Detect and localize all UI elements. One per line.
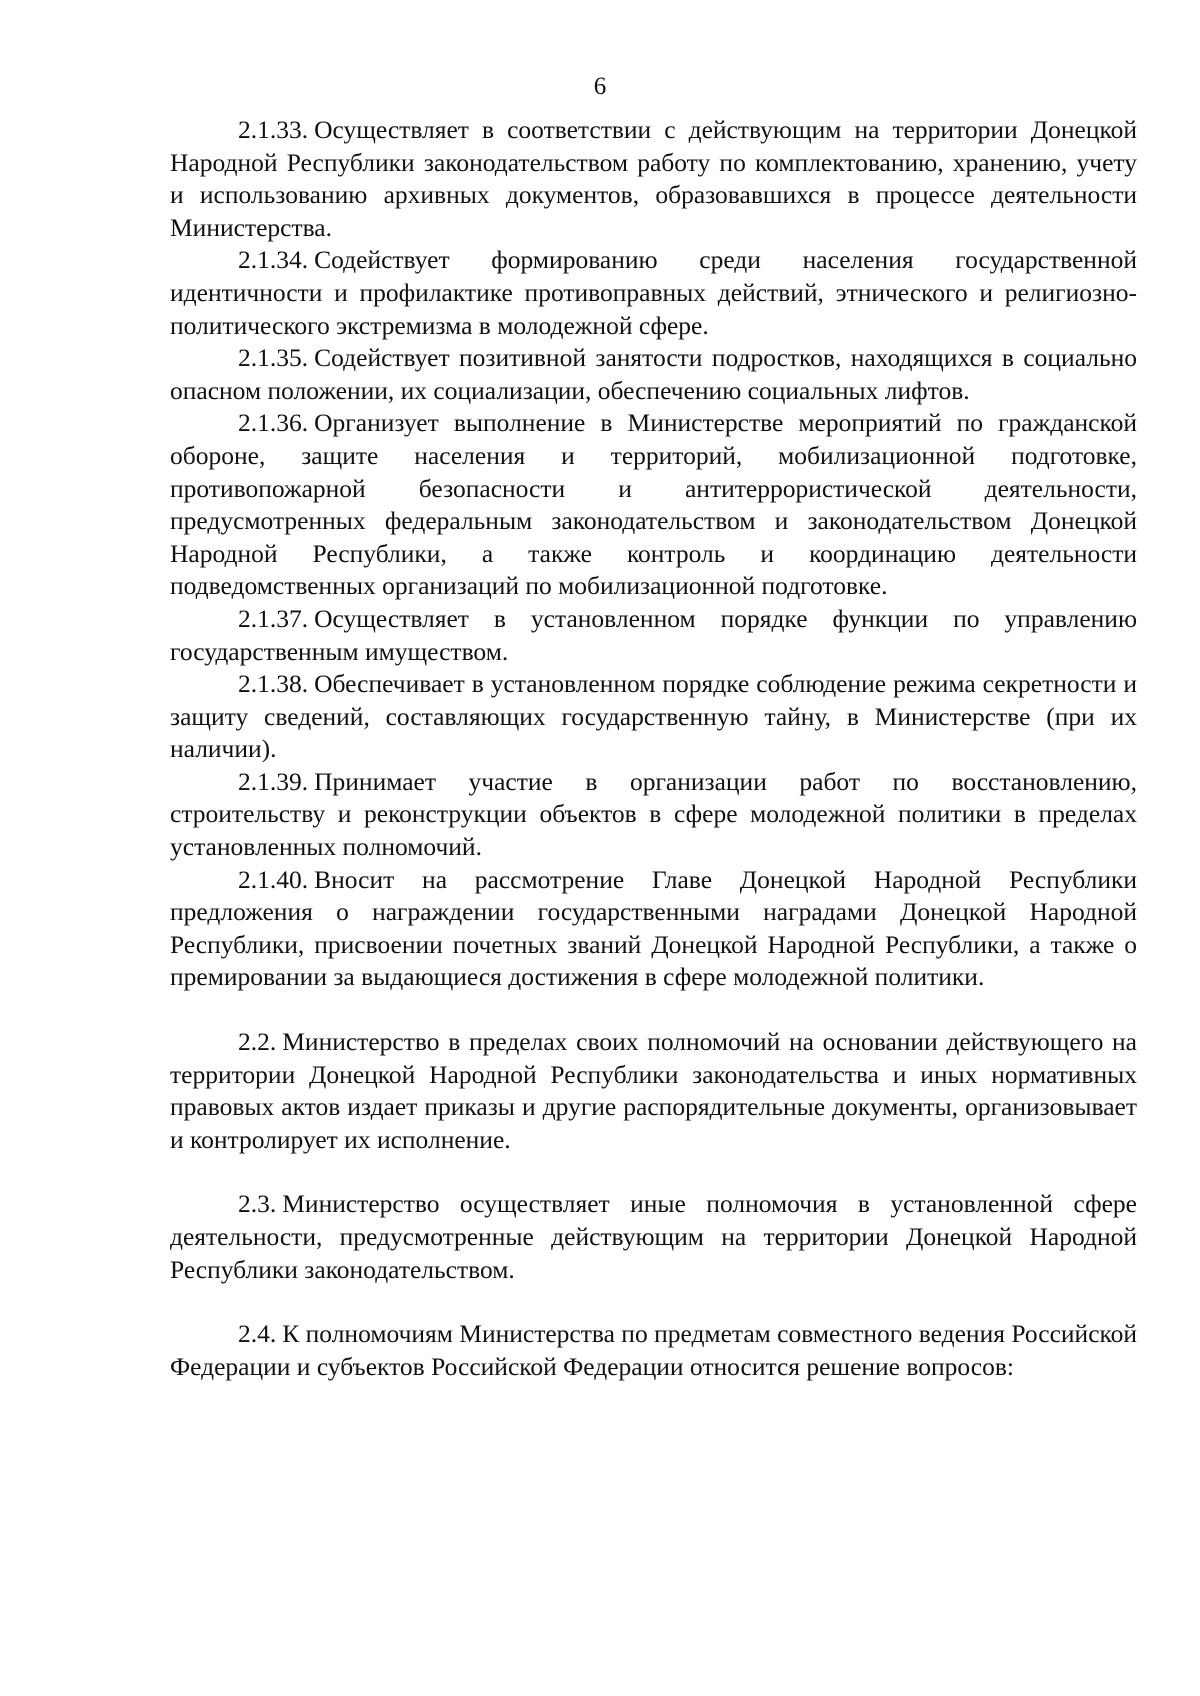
paragraph-text: Содействует формированию среди населения государственной идентичности и профилактике противоправных действий, этнического и религиозно-политического экстремизма в молодежной сфере. [170,245,1137,340]
paragraph-2-1-37 [170,603,1137,668]
paragraph-2-1-33 [170,114,1137,244]
document-body [170,114,1137,1383]
paragraph-text: К полномочиям Министерства по предметам совместного ведения Российской Федерации и субъектов Российской Федерации относится решение вопросов: [170,1319,1137,1381]
paragraph-text: Обеспечивает в установленном порядке соблюдение режима секретности и защиту сведений, составляющих государственную тайну, в Министерстве (при их наличии). [170,669,1137,764]
paragraph-number: 2.1.35. [238,343,309,373]
paragraph-2-2 [170,1026,1137,1156]
paragraph-text: Министерство в пределах своих полномочий на основании действующего на территории Донецкой Народной Республики законодательства и иных нормативных правовых актов издает приказы и другие распорядительные документы, организовывает и контролирует их исполнение. [170,1027,1137,1154]
paragraph-text: Осуществляет в установленном порядке функции по управлению государственным имуществом. [170,603,1137,666]
paragraph-2-1-35 [170,342,1137,407]
paragraph-2-1-39 [170,766,1137,864]
paragraph-number: 2.4. [238,1319,277,1349]
paragraph-2-1-40 [170,864,1137,994]
paragraph-number: 2.1.36. [238,408,309,438]
paragraph-text: Содействует позитивной занятости подростков, находящихся в социально опасном положении, их социализации, обеспечению социальных лифтов. [170,343,1137,405]
paragraph-number: 2.1.40. [238,864,309,894]
page-number: 6 [593,73,607,100]
paragraph-2-1-36 [170,407,1137,603]
paragraph-text: Вносит на рассмотрение Главе Донецкой Народной Республики предложения о награждении государственными наградами Донецкой Народной Республики, присвоении почетных званий Донецкой Народной Республики, а также о премировании за выдающиеся достижения в сфере молодежной политики. [170,864,1137,992]
paragraph-text: Организует выполнение в Министерстве мероприятий по гражданской обороне, защите населения и территорий, мобилизационной подготовке, противопожарной безопасности и антитеррористической деятельности, предусмотренных федеральным законодательством и законодательством Донецкой Народной Республики, а также контроль и координацию деятельности подведомственных организаций по мобилизационной подготовке. [170,408,1137,601]
paragraph-number: 2.1.34. [238,245,309,275]
paragraph-number: 2.1.33. [238,115,309,144]
paragraph-number: 2.2. [238,1027,277,1057]
paragraph-number: 2.1.37. [238,603,309,633]
paragraph-2-1-38 [170,668,1137,766]
paragraph-text: Осуществляет в соответствии с действующим на территории Донецкой Народной Республики законодательством работу по комплектованию, хранению, учету и использованию архивных документов, образовавшихся в процессе деятельности Министерства. [170,115,1137,242]
paragraph-number: 2.1.38. [238,669,309,699]
paragraph-number: 2.3. [238,1189,277,1219]
paragraph-number: 2.1.39. [238,766,309,796]
paragraph-text: Министерство осуществляет иные полномочия в установленной сфере деятельности, предусмотренные действующим на территории Донецкой Народной Республики законодательством. [170,1189,1137,1284]
paragraph-text: Принимает участие в организации работ по восстановлению, строительству и реконструкции объектов в сфере молодежной политики в пределах установленных полномочий. [170,766,1137,862]
paragraph-2-4 [170,1318,1137,1383]
paragraph-2-1-34 [170,244,1137,342]
paragraph-2-3 [170,1188,1137,1286]
